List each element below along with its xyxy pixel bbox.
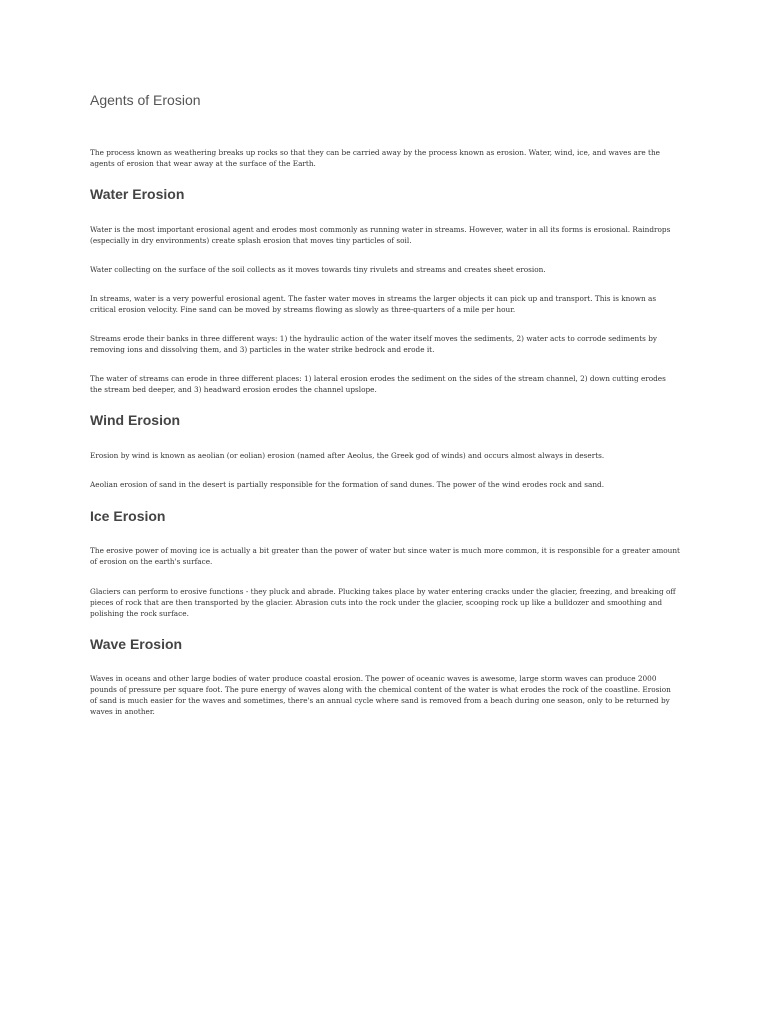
section-heading-wind-erosion: Wind Erosion [90, 412, 181, 428]
paragraph: Glaciers can perform to erosive functions - they pluck and abrade. Plucking takes place by water entering cracks under the glacier, freezing, and breaking off pieces of rock that are then transported by the glacier. Abrasion cuts into the rock under the glacier, scooping rock up like a bulldozer and smoothing and polishing the rock surface. [90, 587, 676, 618]
paragraph: Erosion by wind is known as aeolian (or eolian) erosion (named after Aeolus, the Greek god of winds) and occurs almost always in deserts. [90, 451, 605, 460]
paragraph: The water of streams can erode in three different places: 1) lateral erosion erodes the sediment on the sides of the stream channel, 2) down cutting erodes the stream bed deeper, and 3) headward erosion erodes the channel upslope. [90, 374, 666, 394]
paragraph: Streams erode their banks in three different ways: 1) the hydraulic action of the water itself moves the sediments, 2) water acts to corrode sediments by removing ions and dissolving them, and 3) particles in the water strike bedrock and erode it. [90, 334, 658, 354]
paragraph: In streams, water is a very powerful erosional agent. The faster water moves in streams the larger objects it can pick up and transport. This is known as critical erosion velocity. Fine sand can be moved by streams flowing as slowly as three-quarters of a mile per hour. [90, 294, 657, 314]
section-heading-wave-erosion: Wave Erosion [90, 636, 183, 652]
section-heading-ice-erosion: Ice Erosion [90, 508, 166, 524]
paragraph: The erosive power of moving ice is actually a bit greater than the power of water but since water is much more common, it is responsible for a greater amount of erosion on the earth's surface. [90, 546, 680, 566]
intro-paragraph: The process known as weathering breaks up rocks so that they can be carried away by the process known as erosion. Water, wind, ice, and waves are the agents of erosion that wear away at the surface of the Earth. [90, 148, 660, 168]
paragraph: Water collecting on the surface of the soil collects as it moves towards tiny rivulets and streams and creates sheet erosion. [90, 265, 546, 274]
paragraph: Aeolian erosion of sand in the desert is partially responsible for the formation of sand dunes. The power of the wind erodes rock and sand. [90, 480, 605, 489]
paragraph: Waves in oceans and other large bodies of water produce coastal erosion. The power of oceanic waves is awesome, large storm waves can produce 2000 pounds of pressure per square foot. The pure energy of waves along with the chemical content of the water is what erodes the rock of the coastline. Erosion of sand is much easier for the waves and sometimes, there's an annual cycle where sand is removed from a beach during one season, only to be returned by waves in another. [90, 674, 671, 716]
page-title: Agents of Erosion [90, 92, 201, 108]
paragraph: Water is the most important erosional agent and erodes most commonly as running water in streams. However, water in all its forms is erosional. Raindrops (especially in dry environments) create splash erosion that moves tiny particles of soil. [90, 225, 671, 245]
section-heading-water-erosion: Water Erosion [90, 186, 185, 202]
